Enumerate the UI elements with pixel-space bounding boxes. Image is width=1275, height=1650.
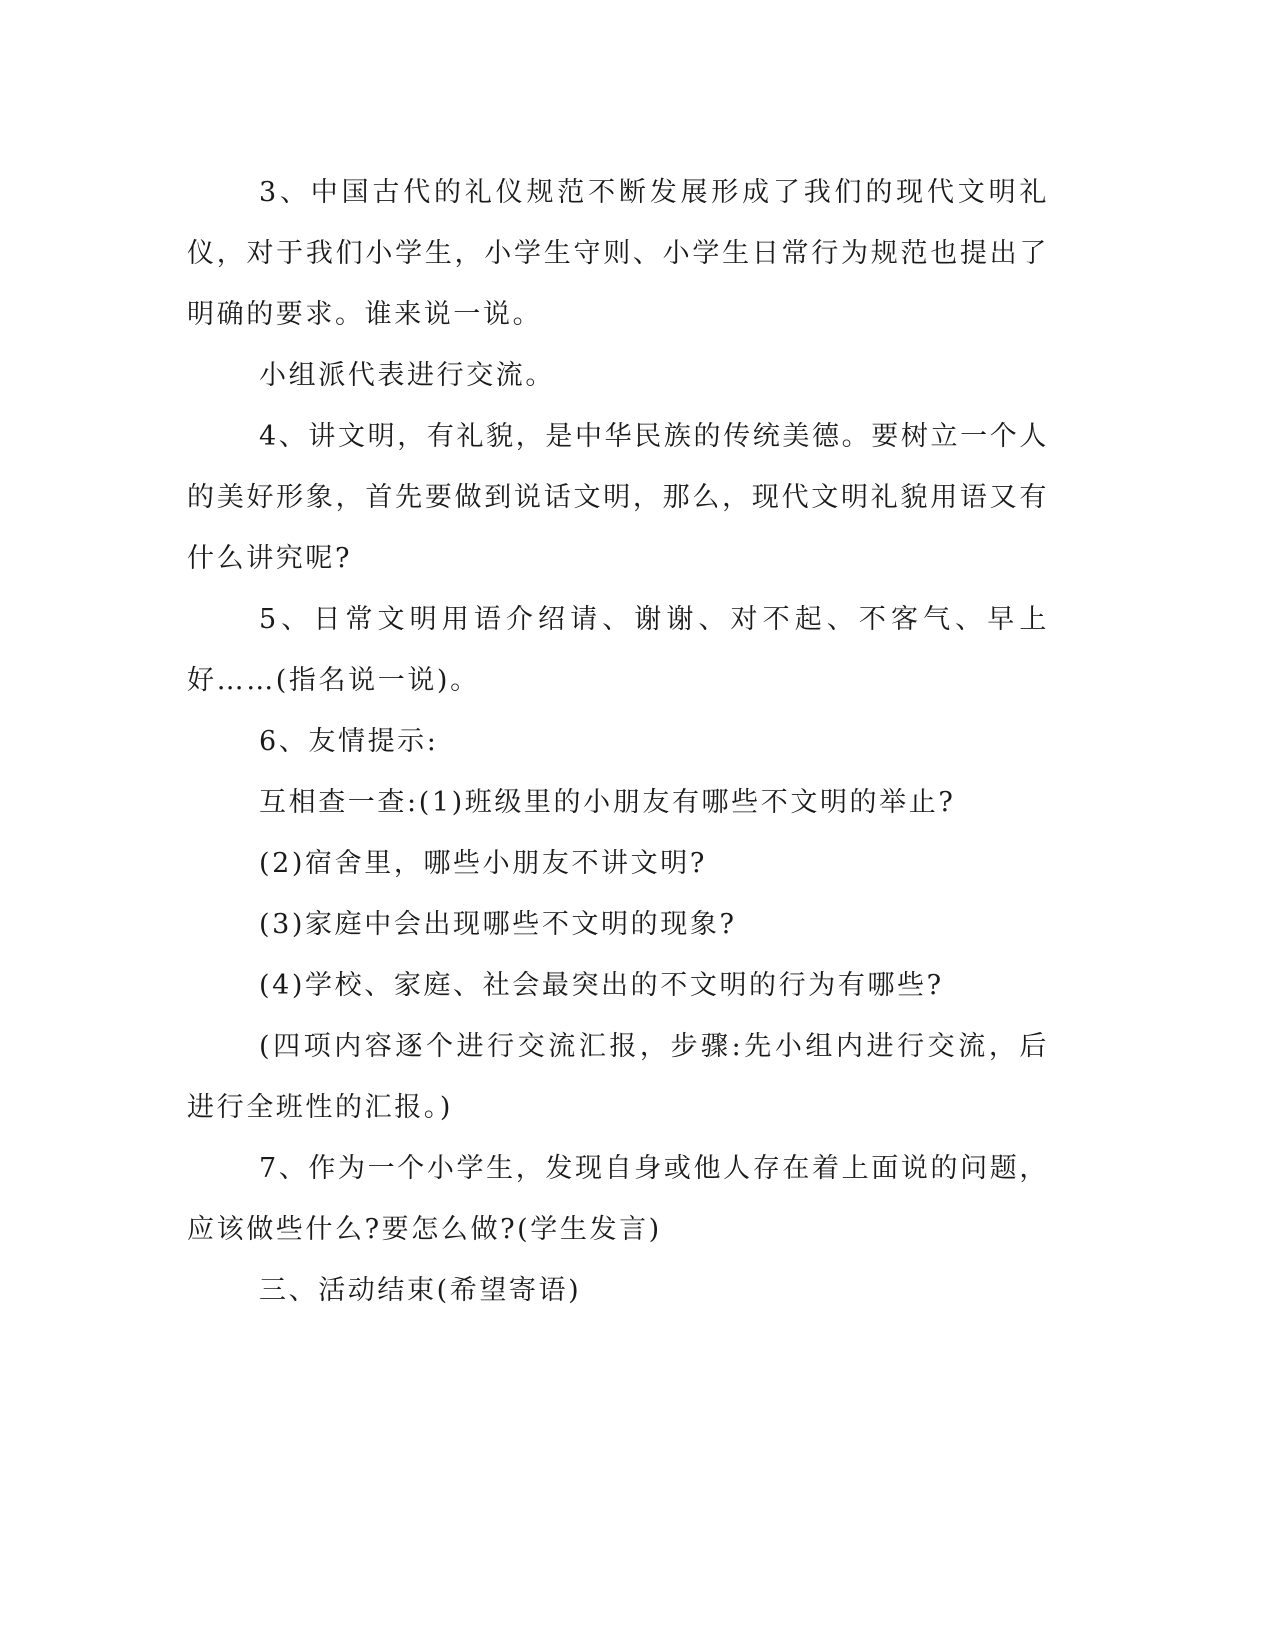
paragraph-report-steps: (四项内容逐个进行交流汇报，步骤:先小组内进行交流，后进行全班性的汇报。)	[187, 1031, 1049, 1123]
paragraph-question-4: (4)学校、家庭、社会最突出的不文明的行为有哪些?	[259, 970, 944, 1001]
paragraph-5-polite-phrases: 5、日常文明用语介绍请、谢谢、对不起、不客气、早上好……(指名说一说)。	[187, 604, 1049, 696]
paragraph-6-friendly-tips: 6、友情提示:	[259, 726, 439, 757]
paragraph-4-civility: 4、讲文明，有礼貌，是中华民族的传统美德。要树立一个人的美好形象，首先要做到说话文明，那么，现代文明礼貌用语又有什么讲究呢?	[187, 421, 1049, 574]
section-3-activity-end: 三、活动结束(希望寄语)	[259, 1275, 582, 1306]
paragraph-question-3: (3)家庭中会出现哪些不文明的现象?	[259, 909, 737, 940]
paragraph-3-etiquette-norms: 3、中国古代的礼仪规范不断发展形成了我们的现代文明礼仪，对于我们小学生，小学生守则、小学生日常行为规范也提出了明确的要求。谁来说一说。	[187, 177, 1049, 330]
document-body	[187, 162, 1049, 1321]
paragraph-group-share: 小组派代表进行交流。	[259, 360, 555, 391]
paragraph-question-2: (2)宿舍里，哪些小朋友不讲文明?	[259, 848, 707, 879]
paragraph-mutual-check: 互相查一查:(1)班级里的小朋友有哪些不文明的举止?	[259, 787, 956, 818]
paragraph-7-what-to-do: 7、作为一个小学生，发现自身或他人存在着上面说的问题，应该做些什么?要怎么做?(学生发言)	[187, 1153, 1049, 1245]
